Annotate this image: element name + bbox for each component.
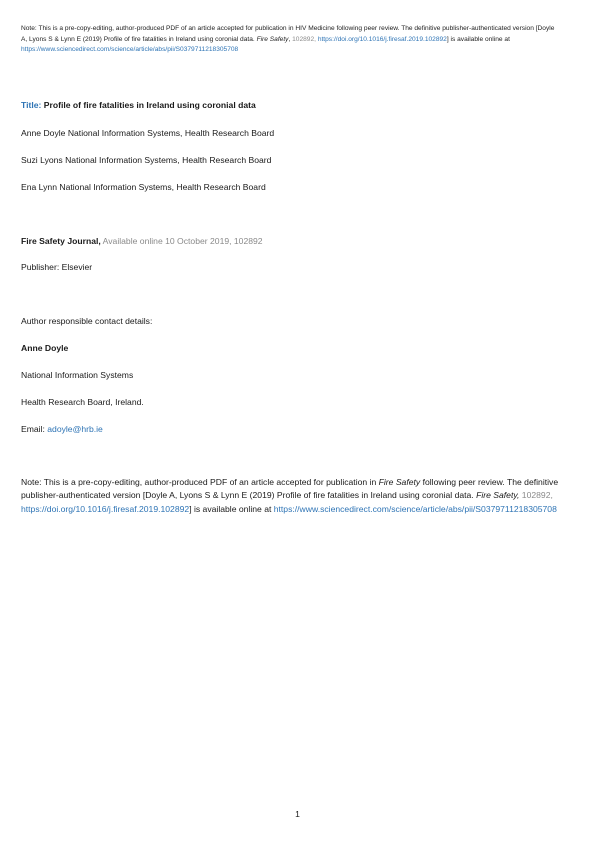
contact-name: Anne Doyle: [21, 343, 69, 353]
note-text1: Note: This is a pre-copy-editing, author-produced PDF of an article accepted for publication in: [21, 477, 379, 487]
note-journal: Fire Safety: [378, 477, 421, 487]
page-number: 1: [295, 809, 300, 819]
publisher: Publisher: Elsevier: [21, 262, 93, 272]
author-2: Suzi Lyons National Information Systems, Health Research Board: [21, 155, 272, 165]
contact-line-2: Health Research Board, Ireland.: [21, 397, 144, 407]
note-text2: following peer review. The definitive publisher-authenticated version [Doyle A, Lyons S & Lynn E (2019) Profile of fire fatalities in Ireland using coronial data.: [21, 477, 559, 501]
header-note-journal: Fire Safety: [256, 35, 289, 43]
title: [21, 100, 256, 110]
author-3: Ena Lynn National Information Systems, Health Research Board: [21, 182, 266, 192]
publication-details: Available online 10 October 2019, 102892: [100, 236, 263, 246]
footer-note: [21, 476, 566, 516]
journal-name: Fire Safety Journal,: [21, 236, 101, 246]
note-text3: ] is available online at: [189, 503, 274, 514]
header-note-article-no: 102892,: [292, 35, 316, 43]
title-text: Profile of fire fatalities in Ireland using coronial data: [43, 100, 256, 110]
contact-line-1: National Information Systems: [21, 370, 134, 380]
header-note-text3: ] is available online at: [446, 35, 510, 43]
header-note-text: Note: This is a pre-copy-editing, author-produced PDF of an article accepted for publication in HIV Medicine following peer review. The definitive publisher-authenticated version [Doyle A, Lyons S & Lynn E (2019) Profile of fire fatalities in Ireland using coronial data.: [21, 25, 555, 43]
email-label: Email:: [21, 424, 48, 434]
contact-email: [21, 424, 103, 434]
author-1: Anne Doyle National Information Systems, Health Research Board: [21, 128, 275, 138]
note-doi-link[interactable]: https://doi.org/10.1016/j.firesaf.2019.102892: [21, 503, 190, 514]
title-label: Title:: [21, 100, 42, 110]
contact-heading: Author responsible contact details:: [21, 316, 153, 326]
header-note: [21, 24, 561, 56]
note-url-link[interactable]: https://www.sciencedirect.com/science/article/abs/pii/S0379711218305708: [273, 503, 557, 514]
note-journal-2: Fire Safety,: [476, 490, 520, 501]
header-note-sep: ,: [288, 35, 293, 43]
email-link[interactable]: adoyle@hrb.ie: [47, 424, 103, 434]
header-url-link[interactable]: https://www.sciencedirect.com/science/article/abs/pii/S0379711218305708: [21, 46, 239, 53]
publication: [21, 236, 263, 246]
header-doi-link[interactable]: https://doi.org/10.1016/j.firesaf.2019.102892: [317, 35, 447, 43]
note-article-no: 102892,: [519, 490, 553, 501]
